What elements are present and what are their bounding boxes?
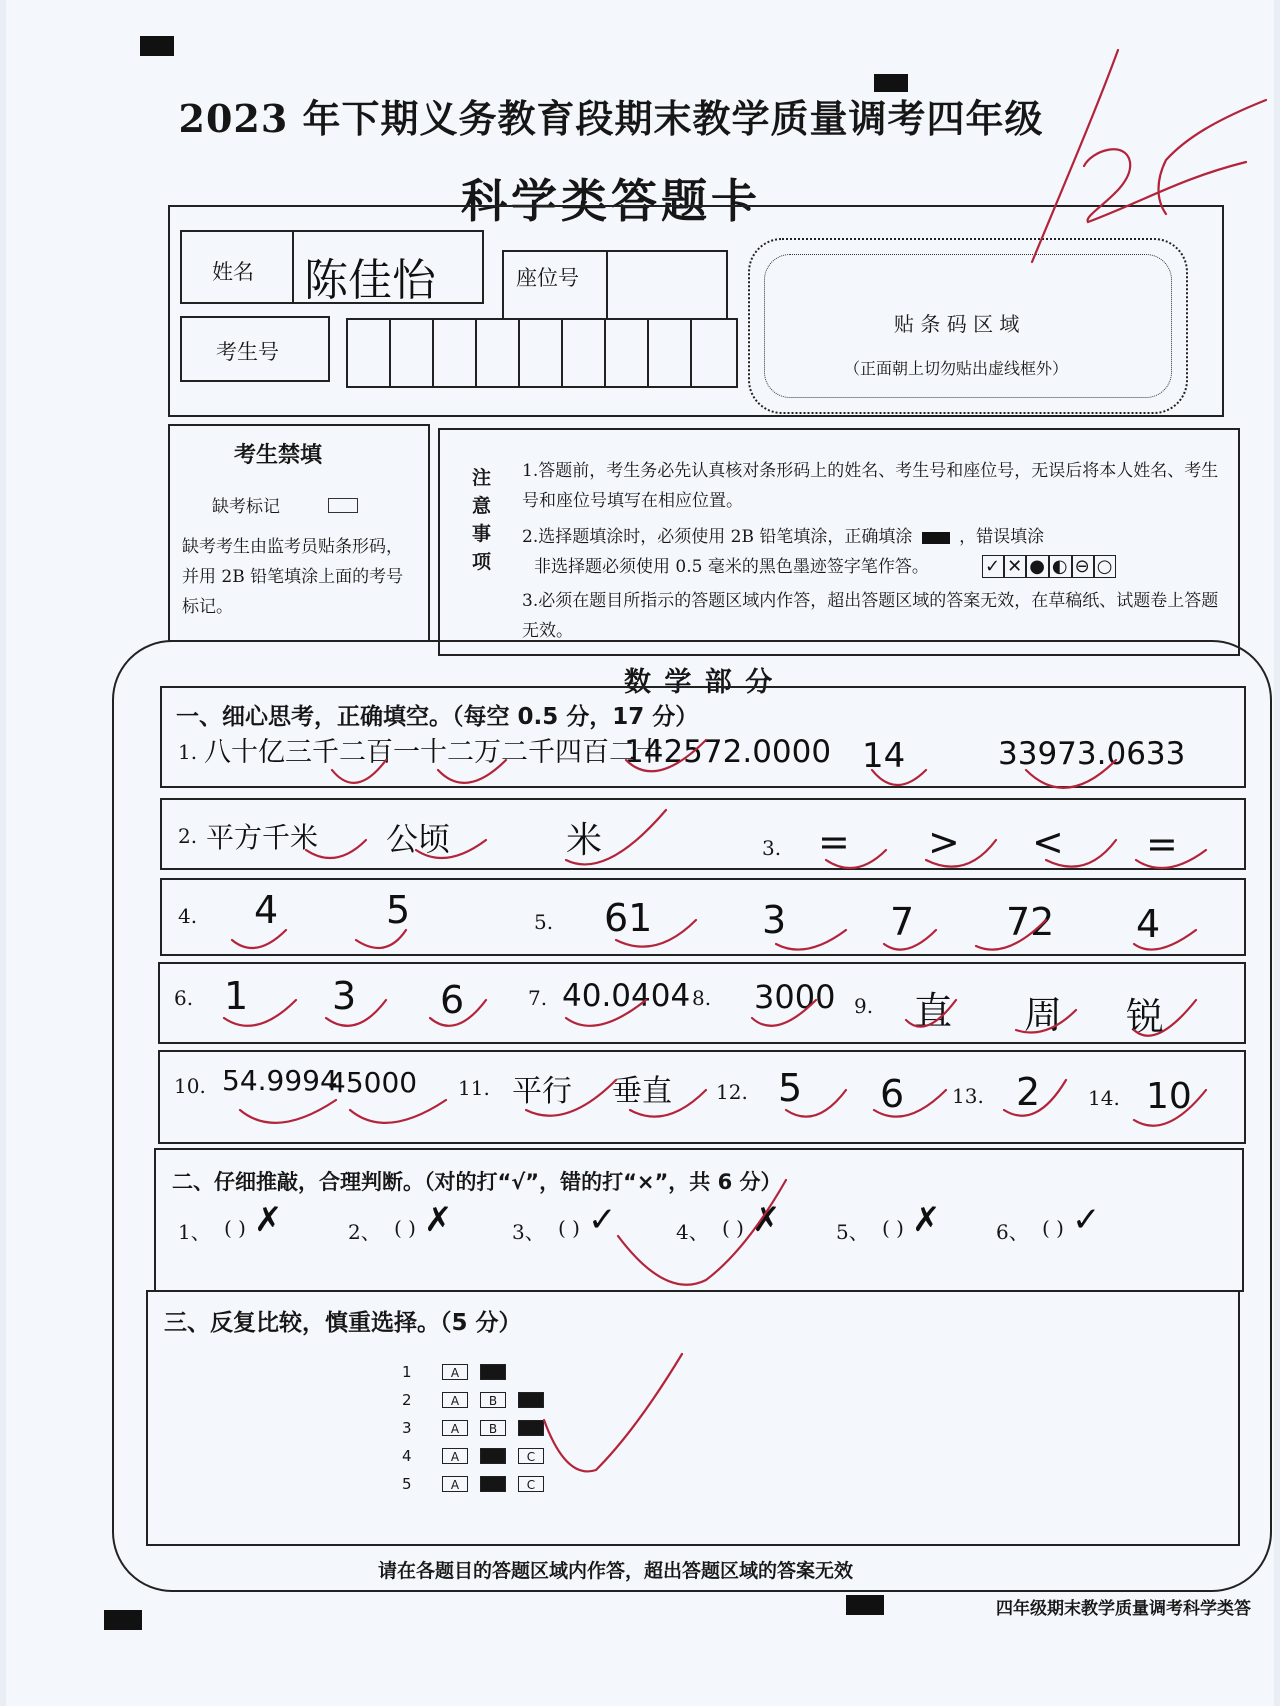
q6-answer-3: 6 [440, 978, 465, 1022]
q5-answer-4: 72 [1006, 900, 1055, 944]
q4-number: 4. [178, 904, 198, 928]
q1-answer-4: 33973.0633 [998, 736, 1186, 772]
q8-answer: 3000 [754, 978, 836, 1016]
q6-number: 6. [174, 986, 194, 1010]
sample-half-icon: ◐ [1049, 555, 1072, 578]
exam-title: 2023 年下期义务教育段期末教学质量调考四年级 [178, 96, 1044, 141]
choice-row-number: 1 [402, 1363, 412, 1381]
sheet-title: 科学类答题卡 [461, 174, 761, 228]
notes-item1: 1.答题前，考生务必先认真核对条形码上的姓名、考生号和座位号，无误后将本人姓名、考生号和座位号填写在相应位置。 [522, 461, 1219, 511]
timing-mark [846, 1595, 884, 1615]
q1-answer-3: 14 [862, 736, 906, 776]
choice-bubble[interactable]: A [442, 1448, 468, 1464]
q2-answer-3: 米 [566, 820, 603, 861]
choice-bubble[interactable] [518, 1420, 544, 1436]
q10-answer-2: 45000 [328, 1066, 418, 1099]
sample-cross-icon: ✕ [1004, 555, 1026, 578]
judge-mark: ✗ [752, 1200, 781, 1240]
name-label: 姓名 [212, 260, 254, 284]
q12-answer-2: 6 [880, 1072, 905, 1116]
q9-answer-2: 周 [1024, 993, 1063, 1037]
timing-mark [104, 1610, 142, 1630]
q4-answer-1: 4 [254, 888, 279, 932]
notes-item2a-text: 2.选择题填涂时，必须使用 2B 铅笔填涂，正确填涂 [522, 527, 913, 547]
section1-title: 一、细心思考，正确填空。（每空 0.5 分，17 分） [176, 704, 699, 730]
q6-answer-1: 1 [224, 974, 249, 1018]
section2-title: 二、仔细推敲，合理判断。（对的打“√”，错的打“×”，共 6 分） [172, 1170, 782, 1194]
judge-paren: ( ) [558, 1216, 580, 1240]
judge-number: 6、 [996, 1220, 1029, 1244]
q10-number: 10. [174, 1074, 206, 1098]
judge-mark: ✗ [254, 1200, 283, 1240]
judge-paren: ( ) [224, 1216, 246, 1240]
choice-row-number: 4 [402, 1447, 412, 1465]
choice-bubble[interactable]: C [518, 1448, 544, 1464]
exam-no-grid [346, 318, 738, 388]
q3-answer-3: < [1032, 820, 1064, 864]
q11-number: 11. [458, 1076, 490, 1100]
choice-bubble[interactable]: A [442, 1476, 468, 1492]
barcode-hint: （正面朝上切勿贴出虚线框外） [844, 359, 1069, 378]
seat-label: 座位号 [516, 266, 579, 290]
q7-number: 7. [528, 986, 548, 1010]
choice-bubble[interactable]: A [442, 1420, 468, 1436]
section3-title: 三、反复比较，慎重选择。（5 分） [164, 1310, 522, 1336]
choice-row-number: 2 [402, 1391, 412, 1409]
notes-item2b-text: ，错误填涂 [959, 527, 1045, 547]
sample-dot-icon: ● [1026, 555, 1049, 578]
judge-mark: ✗ [912, 1200, 941, 1240]
exam-no-cell-divider [475, 320, 477, 386]
judge-number: 4、 [676, 1220, 709, 1244]
exam-no-cell-divider [389, 320, 391, 386]
sample-check-icon: ✓ [982, 555, 1004, 578]
q3-answer-1: = [818, 820, 850, 864]
q12-answer-1: 5 [778, 1066, 803, 1110]
exam-no-cell-divider [432, 320, 434, 386]
q11-answer-1: 平行 [512, 1074, 572, 1109]
q10-answer-1: 54.9994 [222, 1064, 338, 1097]
absent-mark-box [328, 498, 358, 513]
correct-fill-sample [922, 532, 950, 544]
exam-no-cell-divider [561, 320, 563, 386]
judge-mark: ✗ [424, 1200, 453, 1240]
q12-number: 12. [716, 1080, 748, 1104]
judge-number: 5、 [836, 1220, 869, 1244]
q4-answer-2: 5 [386, 888, 411, 932]
choice-bubble[interactable]: B [480, 1392, 506, 1408]
q13-answer: 2 [1016, 1070, 1041, 1114]
notes-item3: 3.必须在题目所指示的答题区域内作答，超出答题区域的答案无效，在草稿纸、试题卷上答题无效。 [522, 591, 1219, 641]
exam-no-cell-divider [604, 320, 606, 386]
answer-sheet [6, 0, 1274, 1706]
q14-number: 14. [1088, 1086, 1120, 1110]
forbidden-desc: 缺考考生由监考员贴条形码，并用 2B 铅笔填涂上面的考号标记。 [182, 537, 404, 617]
notes-item2c: 非选择题必须使用 0.5 毫米的黑色墨迹签字笔作答。 [534, 557, 929, 577]
q14-answer: 10 [1146, 1076, 1192, 1117]
exam-no-label: 考生号 [216, 340, 279, 364]
judge-paren: ( ) [394, 1216, 416, 1240]
q2-3-row [160, 798, 1246, 870]
q13-number: 13. [952, 1084, 984, 1108]
q5-answer-1: 61 [604, 896, 653, 940]
notes-item2a [522, 522, 1224, 552]
q2-number: 2. [178, 824, 198, 848]
q2-answer-2: 公顷 [386, 820, 451, 858]
choice-bubble[interactable] [480, 1476, 506, 1492]
q11-answer-2: 垂直 [612, 1074, 672, 1109]
q5-answer-3: 7 [890, 900, 915, 944]
q6-answer-2: 3 [332, 974, 357, 1018]
exam-no-cell-divider [690, 320, 692, 386]
q3-answer-4: = [1146, 822, 1178, 866]
choice-row-number: 5 [402, 1475, 412, 1493]
choice-row-number: 3 [402, 1419, 412, 1437]
choice-bubble[interactable] [518, 1392, 544, 1408]
footer-corner: 四年级期末教学质量调考科学类答 [996, 1599, 1251, 1619]
exam-no-cell-divider [518, 320, 520, 386]
q1-answer-1: 八十亿三千二百一十二万二千四百二十 [204, 737, 663, 768]
exam-no-cell-divider [647, 320, 649, 386]
barcode-title: 贴 条 码 区 域 [894, 312, 1020, 336]
judge-paren: ( ) [1042, 1216, 1064, 1240]
judge-number: 3、 [512, 1220, 545, 1244]
q5-answer-2: 3 [762, 898, 787, 942]
choice-bubble[interactable]: C [518, 1476, 544, 1492]
choice-bubble[interactable] [480, 1364, 506, 1380]
footer-warning: 请在各题目的答题区域内作答，超出答题区域的答案无效 [378, 1560, 854, 1582]
sample-line-icon: ⊖ [1072, 555, 1094, 578]
judge-mark: ✓ [588, 1200, 617, 1240]
q4-5-row [160, 878, 1246, 956]
name-value: 陈佳怡 [304, 255, 436, 306]
judge-number: 2、 [348, 1220, 381, 1244]
sample-circle-icon: ○ [1094, 555, 1117, 578]
forbidden-title: 考生禁填 [234, 442, 323, 468]
notes-side-label: 注意事项 [472, 467, 492, 573]
judge-number: 1、 [178, 1220, 211, 1244]
q9-answer-1: 直 [914, 989, 953, 1033]
absent-mark-label: 缺考标记 [212, 497, 280, 517]
q7-answer: 40.0404 [562, 978, 691, 1014]
divider [292, 232, 294, 302]
wrong-fill-samples [982, 556, 1116, 577]
q9-number: 9. [854, 994, 874, 1018]
q2-answer-1: 平方千米 [206, 821, 319, 854]
math-heading: 数 学 部 分 [624, 667, 775, 698]
choice-bubble[interactable] [480, 1448, 506, 1464]
choice-bubble[interactable]: A [442, 1392, 468, 1408]
q5-answer-5: 4 [1136, 902, 1161, 946]
judge-paren: ( ) [882, 1216, 904, 1240]
judge-paren: ( ) [722, 1216, 744, 1240]
q3-number: 3. [762, 836, 782, 860]
q1-number: 1. [178, 740, 198, 764]
q3-answer-2: > [928, 820, 960, 864]
timing-mark [140, 36, 174, 56]
divider [606, 252, 608, 318]
q8-number: 8. [692, 986, 712, 1010]
choice-bubble[interactable]: A [442, 1364, 468, 1380]
judge-mark: ✓ [1072, 1200, 1101, 1240]
q1-answer-2: 142572.0000 [624, 734, 832, 770]
choice-bubble[interactable]: B [480, 1420, 506, 1436]
q5-number: 5. [534, 910, 554, 934]
q9-answer-3: 锐 [1126, 995, 1165, 1039]
